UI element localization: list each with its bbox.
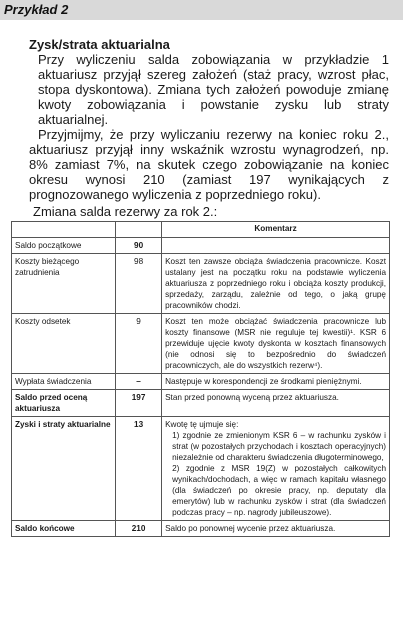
row-comment: Następuje w korespondencji ze środkami pieniężnymi. (162, 374, 390, 390)
row-comment: Koszt ten zawsze obciąża świadczenia pracownicze. Koszt ustalany jest na początku roku na podstawie wyliczenia aktuariusza z poprzedniego roku i obciąża koszty produkcji, sprzedaży, zarządu, zależnie od tego, o jaką grupę pracowników chodzi. (162, 254, 390, 314)
table-row (12, 238, 390, 254)
header-comment: Komentarz (162, 222, 390, 238)
row-value: – (116, 374, 162, 390)
header-empty-cell (12, 222, 116, 238)
row-value: 210 (116, 521, 162, 537)
row-value: 13 (116, 417, 162, 521)
reserve-change-table (11, 221, 390, 537)
row-comment: Koszt ten może obciążać świadczenia pracownicze lub koszty finansowe (MSR nie reguluje tej kwestii)¹. KSR 6 przewiduje ujęcie kwoty dyskonta w kosztach finansowych (nie odnosi się to bezpośrednio do świadczeń pracowniczych, ale do wszystkich rezerw⁴). (162, 314, 390, 374)
row-value: 90 (116, 238, 162, 254)
row-label: Saldo początkowe (12, 238, 116, 254)
paragraph-1: Przy wyliczeniu salda zobowiązania w przykładzie 1 aktuariusz przyjął szereg założeń (staż pracy, wzrost płac, stopa dyskontowa). Zmiana tych założeń powoduje zmianę kwoty zobowiązania i powstanie zysku lub straty aktuarialnej. (38, 52, 389, 127)
row-label: Wypłata świadczenia (12, 374, 116, 390)
row-value: 9 (136, 317, 141, 326)
table-row (12, 390, 390, 417)
row-value-cell (116, 254, 162, 314)
table-row (12, 417, 390, 521)
row-label: Saldo końcowe (12, 521, 116, 537)
example-title: Przykład 2 (4, 2, 69, 17)
table-row (12, 521, 390, 537)
paragraph-2: Przyjmijmy, że przy wyliczaniu rezerwy na koniec roku 2., aktuariusz przyjął inny wskaźnik wzrostu wynagrodzeń, np. 8% zamiast 7%, na skutek czego zobowiązanie na koniec okresu wynosi 210 (zamiast 197 wynikających z prognozowanego wyliczenia z poprzedniego roku). (29, 127, 389, 202)
table-row (12, 254, 390, 314)
row-comment-item: 1) zgodnie ze zmienionym KSR 6 – w rachunku zysków i strat (w pozostałych przychodach i kosztach operacyjnych) niezależnie od charakteru świadczenia długoterminowego, (172, 431, 386, 462)
row-comment: Stan przed ponowną wyceną przez aktuariusza. (162, 390, 390, 417)
table-caption: Zmiana salda rezerwy za rok 2.: (33, 204, 218, 219)
table-row (12, 314, 390, 374)
row-comment-intro: Kwotę tę ujmuje się: (165, 420, 239, 429)
section-title: Zysk/strata aktuarialna (29, 37, 170, 52)
header-empty-cell (116, 222, 162, 238)
section-content (29, 37, 389, 202)
row-label: Koszty bieżącego zatrudnienia (12, 254, 116, 314)
table-header-row (12, 222, 390, 238)
row-value: 197 (116, 390, 162, 417)
row-label: Zyski i straty aktuarialne (12, 417, 116, 521)
row-value-cell (116, 314, 162, 374)
row-comment: Saldo po ponownej wycenie przez aktuariusza. (162, 521, 390, 537)
row-comment-cell (162, 417, 390, 521)
row-value: 98 (134, 257, 144, 266)
row-label: Saldo przed oceną aktuariusza (12, 390, 116, 417)
row-comment (162, 238, 390, 254)
row-label: Koszty odsetek (12, 314, 116, 374)
row-comment-item: 2) zgodnie z MSR 19(Z) w pozostałych całkowitych wynikach/dochodach, a więc w ramach kapitału własnego (dla świadczeń po okresie pracy, np. deputaty dla emerytów) lub w rachunku zysków i strat (dla świadczeń podczas pracy – np. nagrody jubileuszowe). (172, 464, 386, 517)
table-row (12, 374, 390, 390)
